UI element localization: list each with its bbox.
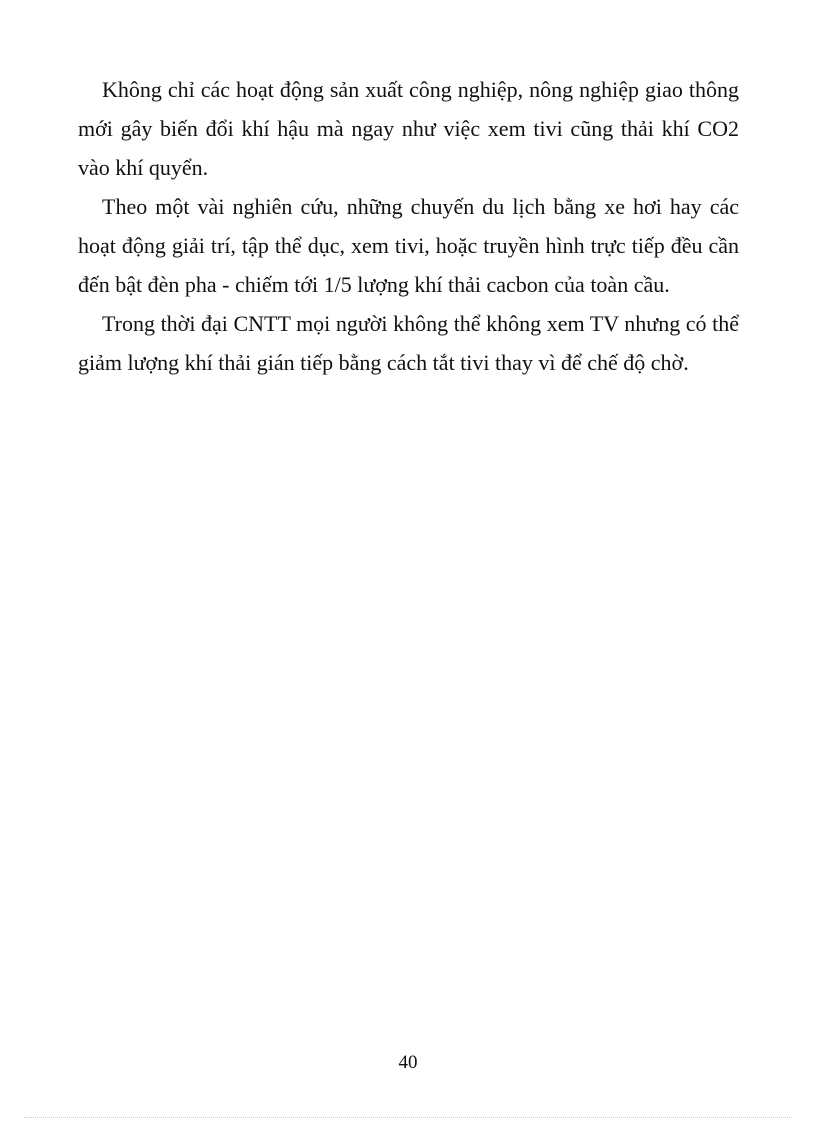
paragraph-television-emissions: Không chỉ các hoạt động sản xuất công nghiệp, nông nghiệp giao thông mới gây biến đổi khí hậu mà ngay như việc xem tivi cũng thải khí CO2 vào khí quyển. <box>78 77 739 180</box>
page-number: 40 <box>398 1052 418 1073</box>
document-body <box>78 70 739 382</box>
page-bottom-divider <box>24 1117 792 1118</box>
paragraph-research-findings: Theo một vài nghiên cứu, những chuyến du lịch bằng xe hơi hay các hoạt động giải trí, tập thể dục, xem tivi, hoặc truyền hình trực tiếp đều cần đến bật đèn pha - chiếm tới 1/5 lượng khí thải cacbon của toàn cầu. <box>78 194 739 297</box>
paragraph-standby-advice: Trong thời đại CNTT mọi người không thể không xem TV nhưng có thể giảm lượng khí thải gián tiếp bằng cách tắt tivi thay vì để chế độ chờ. <box>78 311 739 375</box>
